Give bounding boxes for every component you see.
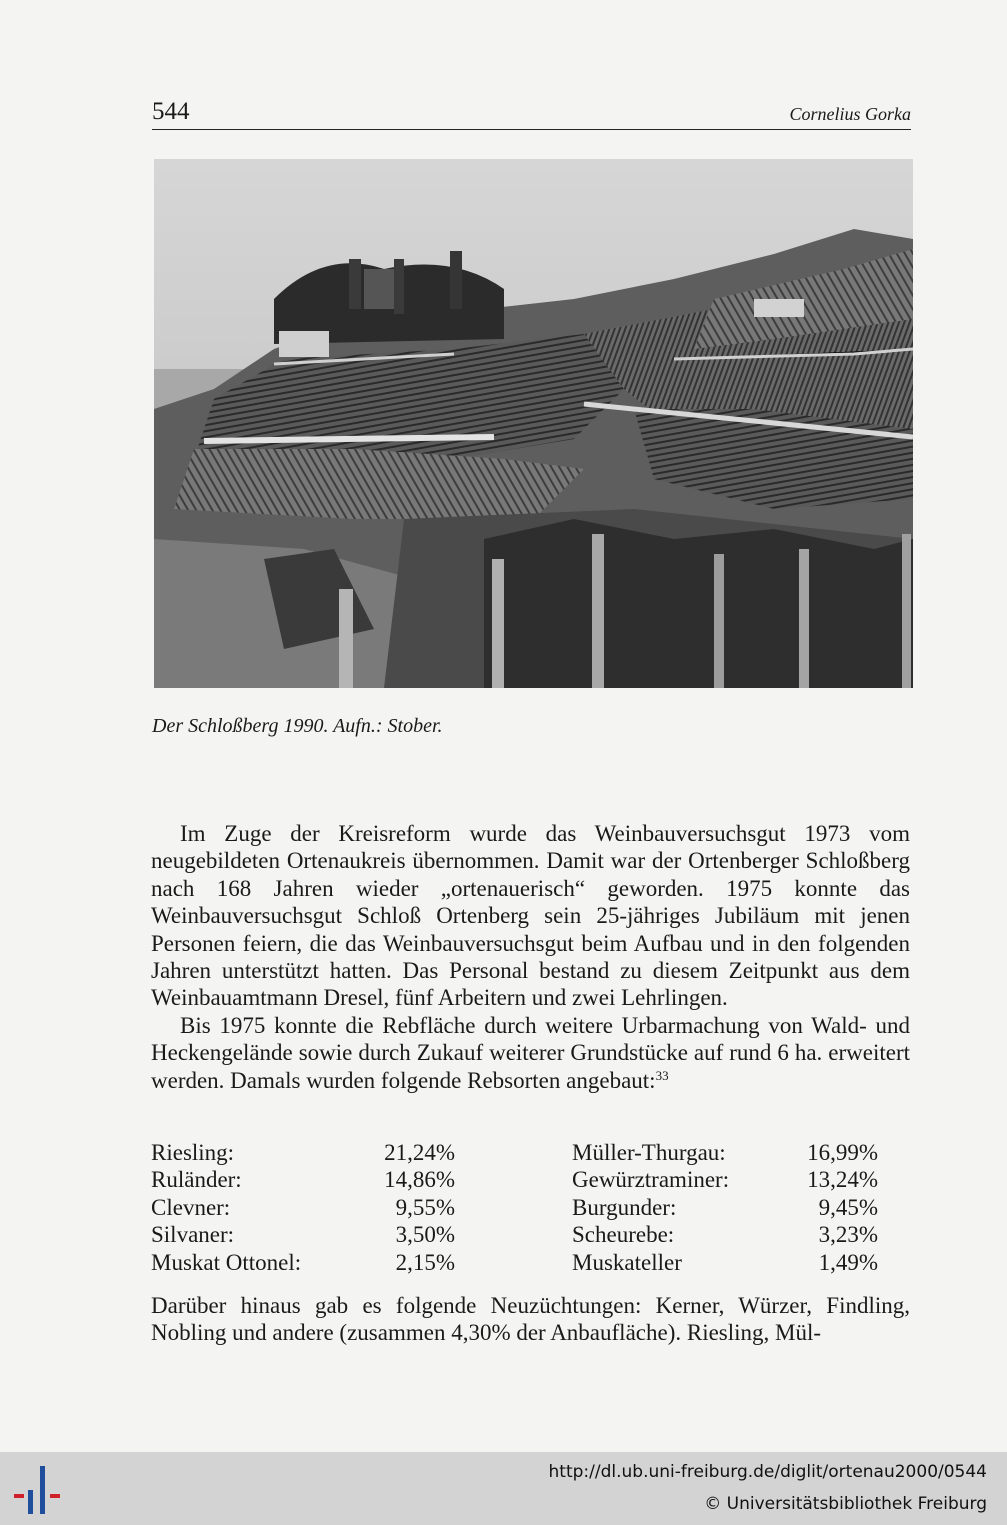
variety-name-right: Muskateller (572, 1249, 682, 1275)
header-rule (152, 129, 911, 130)
paragraph-3: Darüber hinaus gab es folgende Neuzüchtungen: Kerner, Würzer, Findling, Nobling und andere (zusammen 4,30% der Anbaufläche). Riesling, Mül- (151, 1293, 910, 1346)
grape-variety-table (151, 1139, 881, 1276)
footer-copyright: © Universitätsbibliothek Freiburg (704, 1494, 987, 1514)
footer-bar (0, 1452, 1007, 1525)
body-text (151, 820, 910, 1094)
vineyard-photo (154, 159, 913, 688)
variety-name-right: Müller-Thurgau: (572, 1140, 726, 1165)
variety-name-left: Riesling: (151, 1140, 235, 1165)
variety-percent-left: 2,15% (395, 1249, 455, 1275)
footnote-ref: 33 (655, 1067, 669, 1083)
variety-percent-left: 9,55% (395, 1194, 455, 1220)
paragraph-2 (151, 1012, 910, 1094)
running-head-author: Cornelius Gorka (789, 104, 911, 124)
figure-caption: Der Schloßberg 1990. Aufn.: Stober. (152, 715, 443, 737)
variety-name-left: Muskat Ottonel: (151, 1249, 302, 1275)
paragraph-1: Im Zuge der Kreisreform wurde das Weinbauversuchsgut 1973 vom neugebildeten Ortenaukreis übernommen. Damit war der Ortenberger Schloßberg nach 168 Jahren wieder „ortenauerisch“ geworden. 1975 konnte das Weinbauversuchsgut Schloß Ortenberg sein 25-jähriges Jubiläum mit jenen Personen feiern, die das Weinbauversuchsgut beim Aufbau und in den folgenden Jahren unterstützt hatten. Das Personal bestand zu diesem Zeitpunkt aus dem Weinbauamtmann Dresel, fünf Arbeitern und zwei Lehrlingen. (151, 821, 910, 1011)
continuation-text (151, 1292, 910, 1347)
variety-row (151, 1139, 881, 1166)
variety-percent-left: 14,86% (384, 1167, 455, 1193)
variety-percent-left: 3,50% (395, 1222, 455, 1248)
variety-row (151, 1221, 881, 1248)
variety-percent-left: 21,24% (384, 1140, 455, 1165)
variety-percent-right: 1,49% (818, 1249, 878, 1275)
library-logo-icon (12, 1464, 64, 1516)
variety-name-left: Clevner: (151, 1194, 231, 1220)
variety-row (151, 1194, 881, 1221)
variety-name-right: Burgunder: (572, 1194, 677, 1220)
footer-url[interactable]: http://dl.ub.uni-freiburg.de/diglit/ortenau2000/0544 (548, 1462, 987, 1482)
variety-name-right: Scheurebe: (572, 1222, 675, 1248)
variety-percent-right: 3,23% (818, 1222, 878, 1248)
variety-percent-right: 9,45% (818, 1194, 878, 1220)
variety-name-right: Gewürztraminer: (572, 1167, 730, 1193)
variety-name-left: Ruländer: (151, 1167, 242, 1193)
variety-percent-right: 16,99% (807, 1140, 878, 1165)
variety-row (151, 1166, 881, 1193)
variety-name-left: Silvaner: (151, 1222, 235, 1248)
variety-percent-right: 13,24% (807, 1167, 878, 1193)
variety-row (151, 1249, 881, 1276)
page-number: 544 (152, 98, 190, 125)
paragraph-2-text: Bis 1975 konnte die Rebfläche durch weitere Urbarmachung von Wald- und Heckengelände sowie durch Zukauf weiterer Grundstücke auf rund 6 ha. erweitert werden. Damals wurden folgende Rebsorten angebaut: (151, 1012, 910, 1093)
